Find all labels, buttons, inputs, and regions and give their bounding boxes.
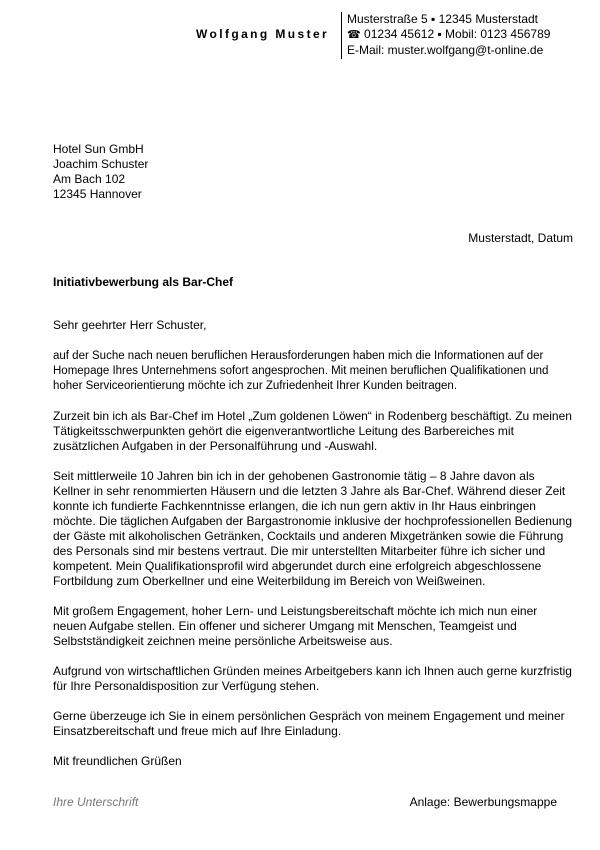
sender-phone-row <box>347 27 550 43</box>
body-paragraph: Gerne überzeuge ich Sie in einem persönlichen Gespräch von meinem Engagement und meiner Einsatzbereitschaft und freue mich auf Ihre Einladung. <box>53 709 565 738</box>
letter-body <box>53 318 573 769</box>
closing: Mit freundlichen Grüßen <box>53 754 182 768</box>
body-paragraph: Aufgrund von wirtschaftlichen Gründen meines Arbeitgebers kann ich Ihnen auch gerne kurzfristig für Ihre Personaldisposition zur Verfügung stehen. <box>53 664 572 693</box>
sender-phone: 01234 45612 ▪ Mobil: 0123 456789 <box>364 27 551 41</box>
signature-placeholder: Ihre Unterschrift <box>53 795 139 809</box>
sender-email: E-Mail: muster.wolfgang@t-online.de <box>347 43 544 57</box>
place-date: Musterstadt, Datum <box>468 231 573 245</box>
recipient-line: Joachim Schuster <box>53 157 149 171</box>
recipient-line: Hotel Sun GmbH <box>53 142 144 156</box>
salutation: Sehr geehrter Herr Schuster, <box>53 318 207 332</box>
enclosure-note: Anlage: Bewerbungsmappe <box>409 795 557 809</box>
phone-icon: ☎ <box>347 29 361 41</box>
subject-line: Initiativbewerbung als Bar-Chef <box>53 275 234 289</box>
sender-contact <box>347 12 550 58</box>
body-paragraph: Zurzeit bin ich als Bar-Chef im Hotel „Zum goldenen Löwen“ in Rodenberg beschäftigt. Zu meinen Tätigkeitsschwerpunkten gehört die eigenverantwortliche Leitung des Barbereiches mit zusätzlichen Aufgaben in der Personalführung und -Auswahl. <box>53 409 572 453</box>
body-paragraph: Seit mittlerweile 10 Jahren bin ich in der gehobenen Gastronomie tätig – 8 Jahre davon als Kellner in sehr renommierten Häusern und die letzten 3 Jahre als Bar-Chef. Während dieser Zeit konnte ich fundierte Fachkenntnisse erlangen, die ich nun gern aktiv in Ihr Haus einbringen möchte. Die täglichen Aufgaben der Bargastronomie inklusive der hochprofessionellen Bedienung der Gäste mit alkoholischen Getränken, Cocktails und anderen Mixgetränken sowie die Führung des Personals sind mir bestens vertraut. Die mir unterstellten Mitarbeiter führe ich sicher und kompetent. Mein Qualifikationsprofil wird abgerundet durch eine erfolgreich abgeschlossene Fortbildung zum Oberkellner und eine Weiterbildung im Bereich von Weißweinen. <box>53 469 572 588</box>
recipient-address <box>53 142 148 202</box>
sender-name: Wolfgang Muster <box>196 27 330 41</box>
recipient-line: 12345 Hannover <box>53 187 142 201</box>
body-paragraph: auf der Suche nach neuen beruflichen Herausforderungen haben mich die Informationen auf der Homepage Ihres Unternehmens sofort angesprochen. Mit meinen beruflichen Qualifikationen und hoher Serviceorientierung möchte ich zur Zufriedenheit Ihrer Kunden beitragen. <box>53 350 549 392</box>
sender-address: Musterstraße 5 ▪ 12345 Musterstadt <box>347 12 539 26</box>
header-divider <box>341 12 342 59</box>
body-paragraph: Mit großem Engagement, hoher Lern- und Leistungsbereitschaft möchte ich mich nun einer neuen Aufgabe stellen. Ein offener und sicherer Umgang mit Menschen, Teamgeist und Selbstständigkeit zeichnen meine persönliche Arbeitsweise aus. <box>53 604 538 648</box>
recipient-line: Am Bach 102 <box>53 172 126 186</box>
